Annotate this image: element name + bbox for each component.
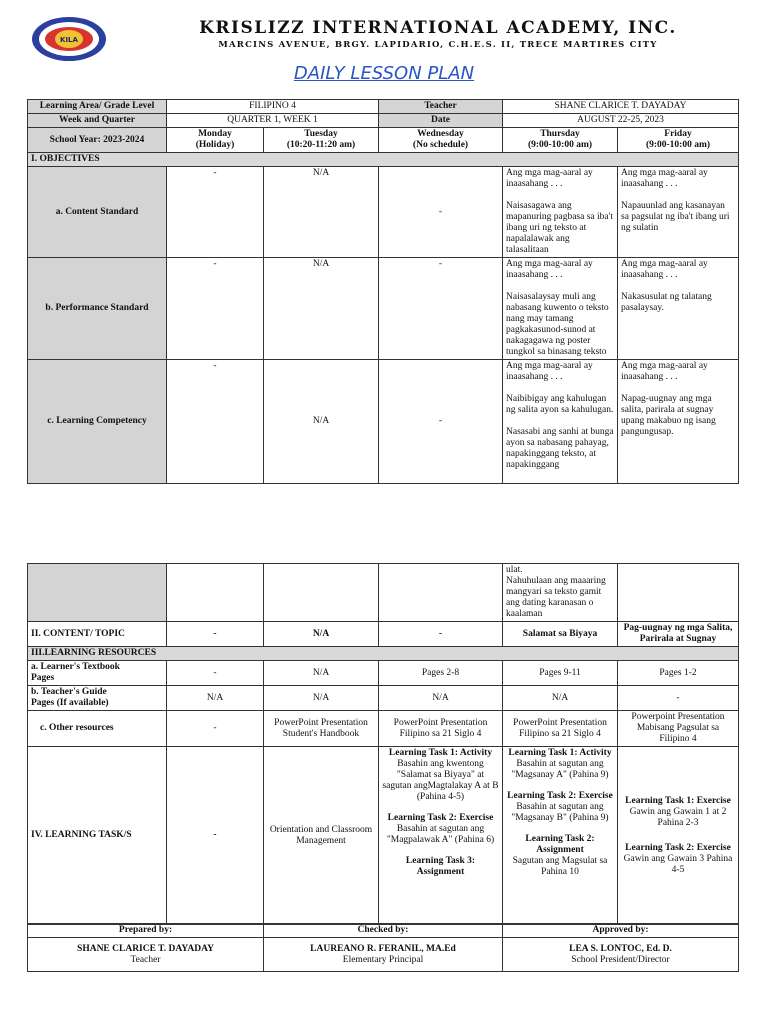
- lesson-plan-table-page2: [27, 563, 739, 925]
- teachers-guide-thu: N/A: [503, 686, 618, 711]
- learning-tasks-thu: [503, 747, 618, 925]
- content-standard-fri: Ang mga mag-aaral ay inaasahang . . . Napauunlad ang kasanayan sa pagsulat ng iba't ibang uri ng sulatin: [618, 167, 739, 258]
- school-name: KRISLIZZ INTERNATIONAL ACADEMY, INC.: [199, 18, 677, 38]
- checked-by-label: Checked by:: [264, 924, 503, 938]
- competency-cont-wed: [379, 564, 503, 622]
- teachers-guide-wed: N/A: [379, 686, 503, 711]
- approved-by-signatory: [503, 938, 739, 972]
- performance-standard-thu: Ang mga mag-aaral ay inaasahang . . . Naisasalaysay muli ang nabasang kuwento o teksto nang may tamang pagkakasunod-sunod at nakagagawa ng poster tungkol sa binasang teksto: [503, 258, 618, 360]
- textbook-wed: Pages 2-8: [379, 661, 503, 686]
- performance-standard-label: b. Performance Standard: [28, 258, 167, 360]
- wed-task2-body: Basahin at sagutan ang "Magpalawak A" (Pahina 6): [386, 824, 495, 845]
- approved-by-role: School President/Director: [571, 954, 670, 965]
- fri-task2-title: Learning Task 2: Exercise: [625, 842, 731, 853]
- other-resources-fri: Powerpoint Presentation Mabisang Pagsulat sa Filipino 4: [618, 711, 739, 747]
- page-header: [0, 0, 768, 100]
- fri-task1-body: Gawin ang Gawain 1 at 2 Pahina 2-3: [629, 806, 727, 828]
- content-topic-label: II. CONTENT/ TOPIC: [28, 622, 167, 647]
- learning-tasks-fri: [618, 747, 739, 925]
- competency-cont-mon: [167, 564, 264, 622]
- prepared-by-label: Prepared by:: [28, 924, 264, 938]
- area-label: Learning Area/ Grade Level: [28, 100, 167, 114]
- day-thursday: Thursday (9:00-10:00 am): [503, 128, 618, 153]
- week-value: QUARTER 1, WEEK 1: [167, 114, 379, 128]
- performance-standard-mon: -: [167, 258, 264, 360]
- prepared-by-role: Teacher: [130, 954, 161, 965]
- approved-by-name: LEA S. LONTOC, Ed. D.: [569, 943, 672, 954]
- wed-task3-title: Learning Task 3: Assignment: [405, 856, 476, 877]
- learning-competency-mon: -: [167, 360, 264, 484]
- fri-task1-title: Learning Task 1: Exercise: [625, 795, 731, 806]
- school-year-label: School Year: 2023-2024: [28, 128, 167, 153]
- svg-text:KILA: KILA: [60, 36, 78, 44]
- section-objectives: I. OBJECTIVES: [28, 153, 739, 167]
- teacher-label: Teacher: [379, 100, 503, 114]
- day-friday: Friday (9:00-10:00 am): [618, 128, 739, 153]
- content-topic-thu: Salamat sa Biyaya: [503, 622, 618, 647]
- wed-task1-title: Learning Task 1: Activity: [388, 748, 493, 758]
- performance-standard-tue: N/A: [264, 258, 379, 360]
- date-label: Date: [379, 114, 503, 128]
- date-value: AUGUST 22-25, 2023: [503, 114, 739, 128]
- performance-standard-wed: -: [379, 258, 503, 360]
- lesson-plan-table-page1: [27, 99, 739, 484]
- other-resources-thu: PowerPoint Presentation Filipino sa 21 Siglo 4: [503, 711, 618, 747]
- day-wednesday: Wednesday (No schedule): [379, 128, 503, 153]
- teachers-guide-label: b. Teacher's Guide Pages (If available): [28, 686, 167, 711]
- content-topic-tue: N/A: [264, 622, 379, 647]
- learning-tasks-tue: Orientation and Classroom Management: [264, 747, 379, 925]
- textbook-fri: Pages 1-2: [618, 661, 739, 686]
- competency-cont-label: [28, 564, 167, 622]
- thu-task1-body: Basahin at sagutan ang "Magsanay A" (Pahina 9): [511, 759, 609, 780]
- thu-task3-title: Learning Task 2: Assignment: [525, 834, 595, 855]
- learning-competency-thu-cont: ulat. Nahuhulaan ang maaaring mangyari sa teksto gamit ang dating karanasan o kaalaman: [503, 564, 618, 622]
- textbook-tue: N/A: [264, 661, 379, 686]
- learning-competency-label: c. Learning Competency: [28, 360, 167, 484]
- content-standard-thu: Ang mga mag-aaral ay inaasahang . . . Naisasagawa ang mapanuring pagbasa sa iba't ibang uri ng teksto at napalalawak ang talasalitaan: [503, 167, 618, 258]
- other-resources-wed: PowerPoint Presentation Filipino sa 21 Siglo 4: [379, 711, 503, 747]
- teacher-value: SHANE CLARICE T. DAYADAY: [503, 100, 739, 114]
- prepared-by-signatory: [28, 938, 264, 972]
- textbook-label: a. Learner's Textbook Pages: [28, 661, 167, 686]
- teachers-guide-tue: N/A: [264, 686, 379, 711]
- content-topic-mon: -: [167, 622, 264, 647]
- learning-competency-wed: -: [379, 360, 503, 484]
- learning-tasks-mon: -: [167, 747, 264, 925]
- approved-by-label: Approved by:: [503, 924, 739, 938]
- checked-by-signatory: [264, 938, 503, 972]
- learning-tasks-wed: [379, 747, 503, 925]
- area-value: FILIPINO 4: [167, 100, 379, 114]
- textbook-mon: -: [167, 661, 264, 686]
- checked-by-role: Elementary Principal: [342, 954, 424, 965]
- fri-task2-body: Gawin ang Gawain 3 Pahina 4-5: [623, 853, 733, 875]
- day-tuesday: Tuesday (10:20-11:20 am): [264, 128, 379, 153]
- learning-competency-fri: Ang mga mag-aaral ay inaasahang . . . Napag-uugnay ang mga salita, parirala at sugnay upang makabuo ng isang pangungusap.: [618, 360, 739, 484]
- content-standard-tue: N/A: [264, 167, 379, 258]
- other-resources-label: c. Other resources: [28, 711, 167, 747]
- content-topic-fri: Pag-uugnay ng mga Salita, Parirala at Sugnay: [618, 622, 739, 647]
- content-standard-wed: -: [379, 167, 503, 258]
- day-monday: Monday (Holiday): [167, 128, 264, 153]
- learning-competency-tue: N/A: [264, 360, 379, 484]
- thu-task2-title: Learning Task 2: Exercise: [507, 791, 613, 801]
- checked-by-name: LAUREANO R. FERANIL, MA.Ed: [310, 943, 456, 954]
- school-address: MARCINS AVENUE, BRGY. LAPIDARIO, C.H.E.S. II, TRECE MARTIRES CITY: [218, 40, 658, 50]
- learning-tasks-label: IV. LEARNING TASK/S: [28, 747, 167, 925]
- signature-table: [27, 923, 739, 972]
- content-topic-wed: -: [379, 622, 503, 647]
- teachers-guide-mon: N/A: [167, 686, 264, 711]
- week-label: Week and Quarter: [28, 114, 167, 128]
- thu-task1-title: Learning Task 1: Activity: [508, 748, 612, 758]
- wed-task2-title: Learning Task 2: Exercise: [387, 813, 494, 823]
- teachers-guide-fri: -: [618, 686, 739, 711]
- thu-task3-body: Sagutan ang Magsulat sa Pahina 10: [512, 856, 608, 877]
- wed-task1-body: Basahin ang kwentong "Salamat sa Biyaya" at sagutan angMagtalakay A at B (Pahina 4-5): [382, 759, 499, 802]
- school-logo: [30, 14, 108, 64]
- prepared-by-name: SHANE CLARICE T. DAYADAY: [77, 943, 214, 954]
- content-standard-mon: -: [167, 167, 264, 258]
- document-title: DAILY LESSON PLAN: [293, 63, 475, 84]
- other-resources-mon: -: [167, 711, 264, 747]
- section-learning-resources: III.LEARNING RESOURCES: [28, 647, 739, 661]
- competency-cont-fri: [618, 564, 739, 622]
- competency-cont-tue: [264, 564, 379, 622]
- content-standard-label: a. Content Standard: [28, 167, 167, 258]
- learning-competency-thu: Ang mga mag-aaral ay inaasahang . . . Naibibigay ang kahulugan ng salita ayon sa kahulugan. Nasasabi ang sanhi at bunga ayon sa nabasang pahayag, napakinggang teksto, at napakinggang: [503, 360, 618, 484]
- other-resources-tue: PowerPoint Presentation Student's Handbook: [264, 711, 379, 747]
- textbook-thu: Pages 9-11: [503, 661, 618, 686]
- performance-standard-fri: Ang mga mag-aaral ay inaasahang . . . Nakasusulat ng talatang pasalaysay.: [618, 258, 739, 360]
- thu-task2-body: Basahin at sagutan ang "Magsanay B" (Pahina 9): [511, 802, 609, 823]
